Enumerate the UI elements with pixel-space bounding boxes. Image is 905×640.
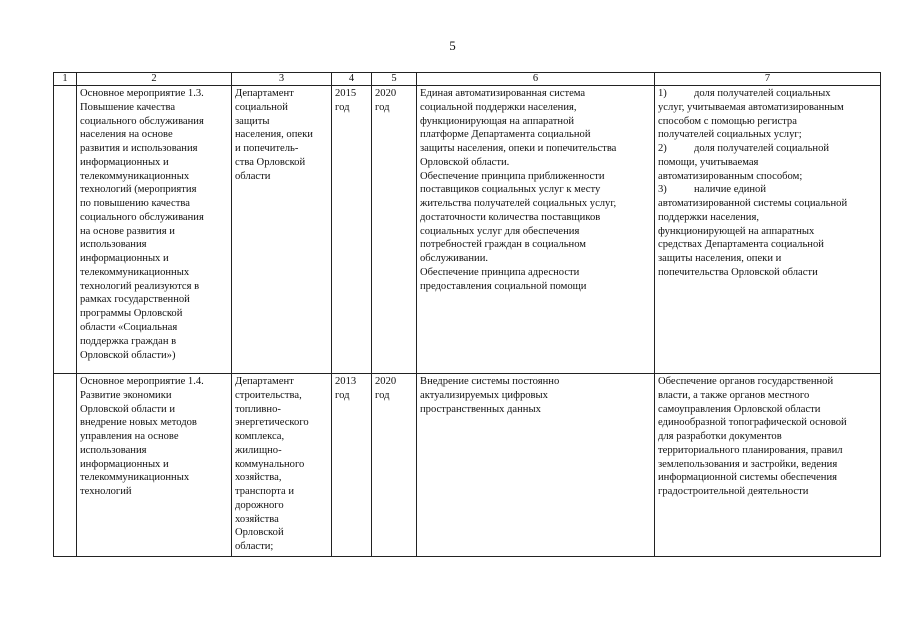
results-cell: Обеспечение органов государственной власти, а также органов местного самоуправления Орловской области единообразной топографической основой для разработки документов территориального планирования, правил землепользования и застройки, ведения информационной системы обеспечения градостроительной деятельности [655, 374, 881, 557]
result-item-first-line: наличие единой [694, 184, 767, 196]
result-item [658, 87, 877, 142]
table-header-row [54, 73, 881, 86]
row-number-cell [54, 86, 77, 374]
end-year-cell: 2020 год [372, 86, 417, 374]
column-number-4: 4 [332, 73, 372, 86]
result-item-number: 1) [658, 88, 667, 99]
table-row [54, 374, 881, 557]
row-number-cell [54, 374, 77, 557]
start-year-cell: 2013 год [332, 374, 372, 557]
executor-cell: Департамент строительства, топливно- энергетического комплекса, жилищно- коммунального хозяйства, транспорта и дорожного хозяйства Орловской области; [232, 374, 332, 557]
result-item-first-line: доля получателей социальных [694, 88, 831, 99]
results-cell [655, 86, 881, 374]
result-item-text: помощи, учитываемая автоматизированным способом; [658, 156, 803, 182]
column-number-2: 2 [77, 73, 232, 86]
result-item-number: 2) [658, 143, 667, 155]
table-row [54, 86, 881, 374]
column-number-3: 3 [232, 73, 332, 86]
description-cell: Единая автоматизированная система социальной поддержки населения, функционирующая на аппаратной платформе Департамента социальной защиты населения, опеки и попечительства Орловской области. Обеспечение принципа приближенности поставщиков социальных услуг к месту жительства получателей социальных услуг, достаточности количества поставщиков социальных услуг для обеспечения потребностей граждан в социальном обслуживании. Обеспечение принципа адресности предоставления социальной помощи [417, 86, 655, 374]
result-item [658, 142, 877, 183]
result-item-text: автоматизированной системы социальной поддержки населения, функционирующей на аппаратных средствах Департамента социальной защиты населения, опеки и попечительства Орловской области [658, 198, 848, 278]
column-number-7: 7 [655, 73, 881, 86]
page-number: 5 [449, 38, 456, 53]
end-year-cell: 2020 год [372, 374, 417, 557]
column-number-5: 5 [372, 73, 417, 86]
column-number-6: 6 [417, 73, 655, 86]
executor-cell: Департамент социальной защиты населения, опеки и попечитель- ства Орловской области [232, 86, 332, 374]
description-cell: Внедрение системы постоянно актуализируемых цифровых пространственных данных [417, 374, 655, 557]
measure-cell: Основное мероприятие 1.3. Повышение качества социального обслуживания населения на основе развития и использования информационных и телекоммуникационных технологий (мероприятия по повышению качества социального обслуживания на основе развития и использования информационных и телекоммуникационных технологий реализуются в рамках государственной программы Орловской области «Социальная поддержка граждан в Орловской области») [77, 86, 232, 374]
result-item-number: 3) [658, 184, 667, 196]
result-item [658, 183, 877, 279]
measure-cell: Основное мероприятие 1.4. Развитие экономики Орловской области и внедрение новых методов управления на основе использования информационных и телекоммуникационных технологий [77, 374, 232, 557]
result-item-text: услуг, учитываемая автоматизированным способом с помощью регистра получателей социальных услуг; [658, 101, 844, 141]
program-table [53, 72, 881, 557]
result-item-first-line: доля получателей социальной [694, 143, 830, 155]
column-number-1: 1 [54, 73, 77, 86]
start-year-cell: 2015 год [332, 86, 372, 374]
